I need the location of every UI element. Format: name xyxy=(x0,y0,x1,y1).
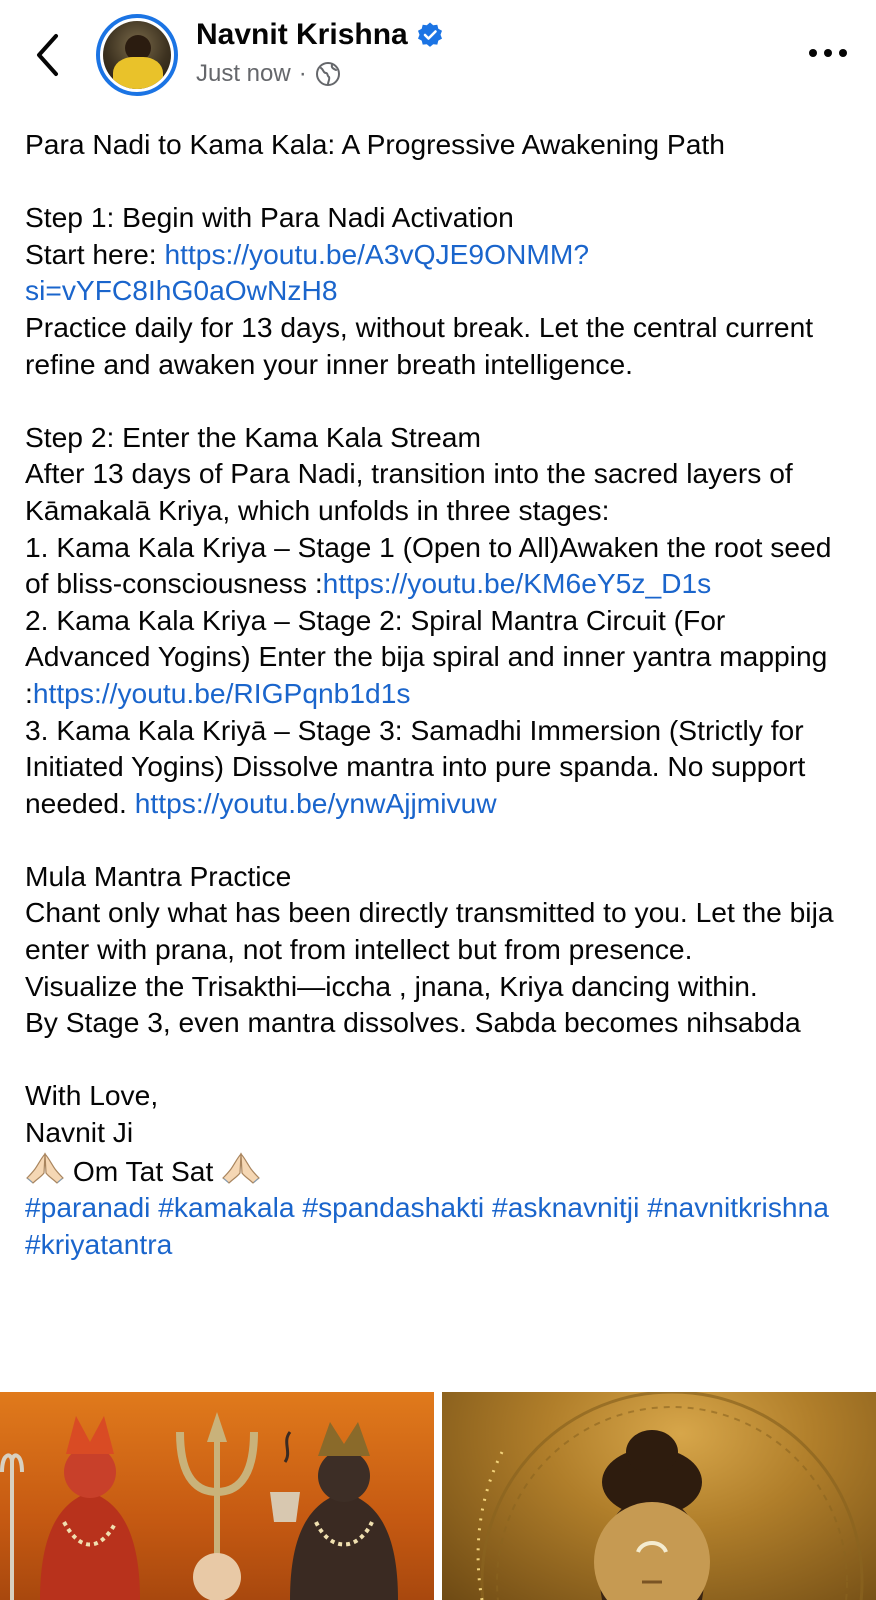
stage2-link[interactable]: https://youtu.be/RIGPqnb1d1s xyxy=(32,676,411,709)
mula-text-1: Chant only what has been directly transmitted to you. Let the bija enter with prana, not from intellect but from presence. xyxy=(25,896,834,966)
meta-separator: · xyxy=(298,60,307,87)
stage2-text: 2. Kama Kala Kriya – Stage 2: Spiral Mantra Circuit (For Advanced Yogins) Enter the bija spiral and inner yantra mapping : xyxy=(25,603,828,709)
stage1-text: 1. Kama Kala Kriya – Stage 1 (Open to All)Awaken the root seed of bliss-consciousness : xyxy=(25,530,832,600)
step1-text: Practice daily for 13 days, without break. Let the central current refine and awaken your inner breath intelligence. xyxy=(25,310,814,380)
step1-start-line xyxy=(25,236,855,309)
post-header xyxy=(0,0,876,112)
post-image-shiva[interactable] xyxy=(442,1392,876,1600)
author-row xyxy=(196,18,444,52)
shiva-artwork xyxy=(442,1392,876,1600)
folded-hands-emoji xyxy=(221,1151,261,1185)
step1-link[interactable]: https://youtu.be/A3vQJE9ONMM?si=vYFC8IhG0aOwNzH8 xyxy=(25,237,589,307)
hashtag-kriyatantra[interactable]: #kriyatantra xyxy=(25,1227,173,1260)
avatar-image xyxy=(103,21,171,89)
stage3-link[interactable]: https://youtu.be/ynwAjjmivuw xyxy=(134,786,497,819)
step2-text: After 13 days of Para Nadi, transition into the sacred layers of Kāmakalā Kriya, which unfolds in three stages: xyxy=(25,457,793,526)
chevron-left-icon xyxy=(30,30,66,80)
verified-badge-icon xyxy=(416,21,444,49)
stage3-text: 3. Kama Kala Kriyā – Stage 3: Samadhi Immersion (Strictly for Initiated Yogins) Dissolve mantra into pure spanda. No support needed. xyxy=(25,713,806,819)
signoff-text: Om Tat Sat xyxy=(65,1154,222,1187)
more-horizontal-icon[interactable] xyxy=(806,38,850,68)
hashtag-asknavnitji[interactable]: #asknavnitji xyxy=(492,1191,640,1224)
mula-heading: Mula Mantra Practice xyxy=(25,859,292,892)
stage2-line xyxy=(25,602,855,712)
post-image-deities[interactable] xyxy=(0,1392,434,1600)
signoff-line-3 xyxy=(25,1151,855,1190)
author-name[interactable]: Navnit Krishna xyxy=(196,18,408,51)
step1-start-prefix: Start here: xyxy=(25,237,165,270)
post-meta xyxy=(196,60,341,88)
signoff-line-1: With Love, xyxy=(25,1079,159,1112)
stage1-link[interactable]: https://youtu.be/KM6eY5z_D1s xyxy=(322,567,712,600)
mula-text-3: By Stage 3, even mantra dissolves. Sabda becomes nihsabda xyxy=(25,1006,801,1039)
post-body xyxy=(25,126,855,1262)
hashtag-kamakala[interactable]: #kamakala xyxy=(158,1191,295,1224)
hashtag-spandashakti[interactable]: #spandashakti xyxy=(302,1191,485,1224)
step1-heading: Step 1: Begin with Para Nadi Activation xyxy=(25,201,514,234)
stage1-line xyxy=(25,529,855,602)
mula-text-2: Visualize the Trisakthi—iccha , jnana, Kriya dancing within. xyxy=(25,969,758,1002)
hashtag-navnitkrishna[interactable]: #navnitkrishna xyxy=(647,1191,829,1224)
post-title: Para Nadi to Kama Kala: A Progressive Awakening Path xyxy=(25,128,725,160)
folded-hands-emoji xyxy=(25,1151,65,1185)
hashtag-paranadi[interactable]: #paranadi xyxy=(25,1191,151,1224)
signoff-line-2: Navnit Ji xyxy=(25,1116,134,1149)
globe-icon[interactable] xyxy=(315,61,341,87)
avatar[interactable] xyxy=(96,14,178,96)
back-button[interactable] xyxy=(30,30,66,80)
timestamp[interactable]: Just now xyxy=(196,60,291,87)
stage3-line xyxy=(25,712,855,822)
deities-artwork xyxy=(0,1392,434,1600)
step2-heading: Step 2: Enter the Kama Kala Stream xyxy=(25,420,481,453)
hashtags xyxy=(25,1189,855,1262)
